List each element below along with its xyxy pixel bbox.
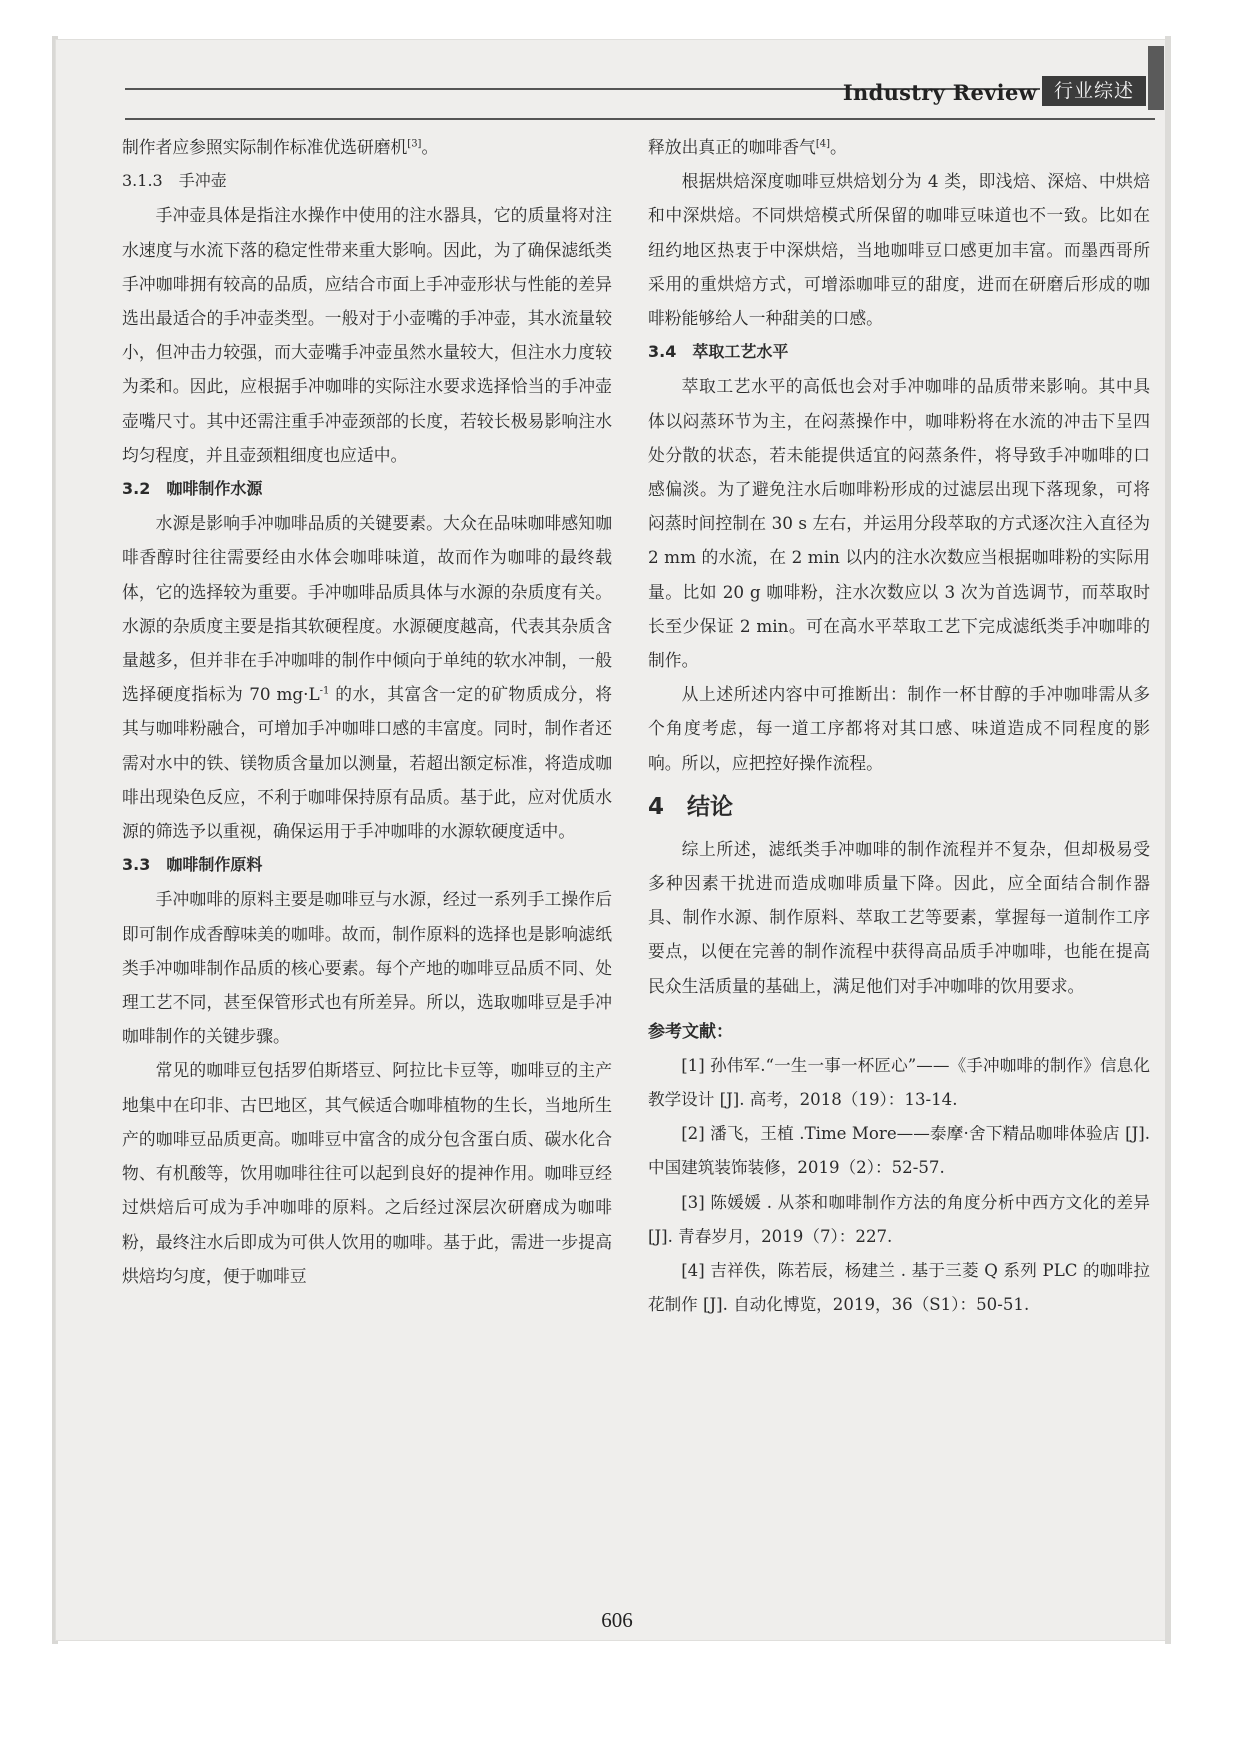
journal-section-badge: 行业综述 xyxy=(1042,76,1146,106)
heading-3-4: 3.4 萃取工艺水平 xyxy=(648,342,789,362)
paragraph-ingredients: 手冲咖啡的原料主要是咖啡豆与水源，经过一系列手工操作后即可制作成香醇味美的咖啡。故而，制作原料的选择也是影响滤纸类手冲咖啡制作品质的核心要素。每个产地的咖啡豆品质不同、处理工艺不同，甚至保管形式也有所差异。所以，选取咖啡豆是手冲咖啡制作的关键步骤。 xyxy=(122,889,612,1047)
heading-3-1-3: 3.1.3 手冲壶 xyxy=(122,171,227,191)
reference-item: [3] 陈媛媛 . 从茶和咖啡制作方法的角度分析中西方文化的差异 [J]. 青春岁月，2019（7）：227. xyxy=(648,1192,1150,1246)
header-edge-tab xyxy=(1148,46,1164,110)
left-column xyxy=(122,130,612,1293)
header-rule-bottom xyxy=(125,118,1155,120)
paragraph-extraction: 萃取工艺水平的高低也会对手冲咖啡的品质带来影响。其中具体以闷蒸环节为主，在闷蒸操作中，咖啡粉将在水流的冲击下呈四处分散的状态，若未能提供适宜的闷蒸条件，将导致手冲咖啡的口感偏淡。为了避免注水后咖啡粉形成的过滤层出现下落现象，可将闷蒸时间控制在 30 s 左右，并运用分段萃取的方式逐次注入直径为 2 mm 的水流，在 2 min 以内的注水次数应当根据咖啡粉的实际用量。比如 20 g 咖啡粉，注水次数应以 3 次为首选调节，而萃取时长至少保证 2 min。可在高水平萃取工艺下完成滤纸类手冲咖啡的制作。 xyxy=(648,376,1150,671)
reference-item: [4] 吉祥佚，陈若辰，杨建兰 . 基于三菱 Q 系列 PLC 的咖啡拉花制作 [J]. 自动化博览，2019，36（S1）：50-51. xyxy=(648,1261,1150,1315)
paragraph-roast: 根据烘焙深度咖啡豆烘焙划分为 4 类，即浅焙、深焙、中烘焙和中深烘焙。不同烘焙模式所保留的咖啡豆味道也不一致。比如在纽约地区热衷于中深烘焙，当地咖啡豆口感更加丰富。而墨西哥所采用的重烘焙方式，可增添咖啡豆的甜度，进而在研磨后形成的咖啡粉能够给人一种甜美的口感。 xyxy=(648,171,1150,329)
citation-4: [4] xyxy=(815,138,830,150)
continued-paragraph: 制作者应参照实际制作标准优选研磨机[3]。 xyxy=(122,137,439,157)
paragraph-summary: 从上述所述内容中可推断出：制作一杯甘醇的手冲咖啡需从多个角度考虑，每一道工序都将对其口感、味道造成不同程度的影响。所以，应把控好操作流程。 xyxy=(648,684,1150,773)
right-column xyxy=(648,130,1150,1323)
paragraph-beans: 常见的咖啡豆包括罗伯斯塔豆、阿拉比卡豆等，咖啡豆的主产地集中在印非、古巴地区，其气候适合咖啡植物的生长，当地所生产的咖啡豆品质更高。咖啡豆中富含的成分包含蛋白质、碳水化合物、有机酸等，饮用咖啡往往可以起到良好的提神作用。咖啡豆经过烘焙后可成为手冲咖啡的原料。之后经过深层次研磨成为咖啡粉，最终注水后即成为可供人饮用的咖啡。基于此，需进一步提高烘焙均匀度，便于咖啡豆 xyxy=(122,1060,612,1286)
paragraph-water: 水源是影响手冲咖啡品质的关键要素。大众在品味咖啡感知咖啡香醇时往往需要经由水体会咖啡味道，故而作为咖啡的最终载体，它的选择较为重要。手冲咖啡品质具体与水源的杂质度有关。水源的杂质度主要是指其软硬程度。水源硬度越高，代表其杂质含量越多，但并非在手冲咖啡的制作中倾向于单纯的软水冲制，一般选择硬度指标为 70 $mg\cdot L^{-1}$ 的水，其富含一定的矿物质成分，将其与咖啡粉融合，可增加手冲咖啡口感的丰富度。同时，制作者还需对水中的铁、镁物质含量加以测量，若超出额定标准，将造成咖啡出现染色反应，不利于咖啡保持原有品质。基于此，应对优质水源的筛选予以重视，确保运用于手冲咖啡的水源软硬度适中。 xyxy=(122,513,612,842)
unit-superscript: -1 xyxy=(319,685,330,697)
reference-item: [1] 孙伟军.“一生一事一杯匠心”——《手冲咖啡的制作》信息化教学设计 [J]. 高考，2018（19）：13-14. xyxy=(648,1055,1150,1110)
heading-3-3: 3.3 咖啡制作原料 xyxy=(122,855,263,875)
page-right-edge xyxy=(1165,36,1171,1644)
continued-paragraph-right: 释放出真正的咖啡香气[4]。 xyxy=(648,137,847,157)
references-title: 参考文献： xyxy=(648,1021,733,1042)
journal-title-en: Industry Review xyxy=(842,80,1037,105)
paragraph-conclusion: 综上所述，滤纸类手冲咖啡的制作流程并不复杂，但却极易受多种因素干扰进而造成咖啡质量下降。因此，应全面结合制作器具、制作水源、制作原料、萃取工艺等要素，掌握每一道制作工序要点，以便在完善的制作流程中获得高品质手冲咖啡，也能在提高民众生活质量的基础上，满足他们对手冲咖啡的饮用要求。 xyxy=(648,838,1150,996)
heading-4-conclusion: 4 结论 xyxy=(648,793,734,820)
reference-item: [2] 潘飞，王植 .Time More——泰摩·舍下精品咖啡体验店 [J]. 中国建筑装饰装修，2019（2）：52-57. xyxy=(648,1124,1150,1178)
page-number: 606 xyxy=(601,1608,633,1632)
citation-3: [3] xyxy=(407,138,422,150)
paragraph-kettle: 手冲壶具体是指注水操作中使用的注水器具，它的质量将对注水速度与水流下落的稳定性带来重大影响。因此，为了确保滤纸类手冲咖啡拥有较高的品质，应结合市面上手冲壶形状与性能的差异选出最适合的手冲壶类型。一般对于小壶嘴的手冲壶，其水流量较小，但冲击力较强，而大壶嘴手冲壶虽然水量较大，但注水力度较为柔和。因此，应根据手冲咖啡的实际注水要求选择恰当的手冲壶壶嘴尺寸。其中还需注重手冲壶颈部的长度，若较长极易影响注水均匀程度，并且壶颈粗细度也应适中。 xyxy=(122,205,612,465)
heading-3-2: 3.2 咖啡制作水源 xyxy=(122,479,263,499)
